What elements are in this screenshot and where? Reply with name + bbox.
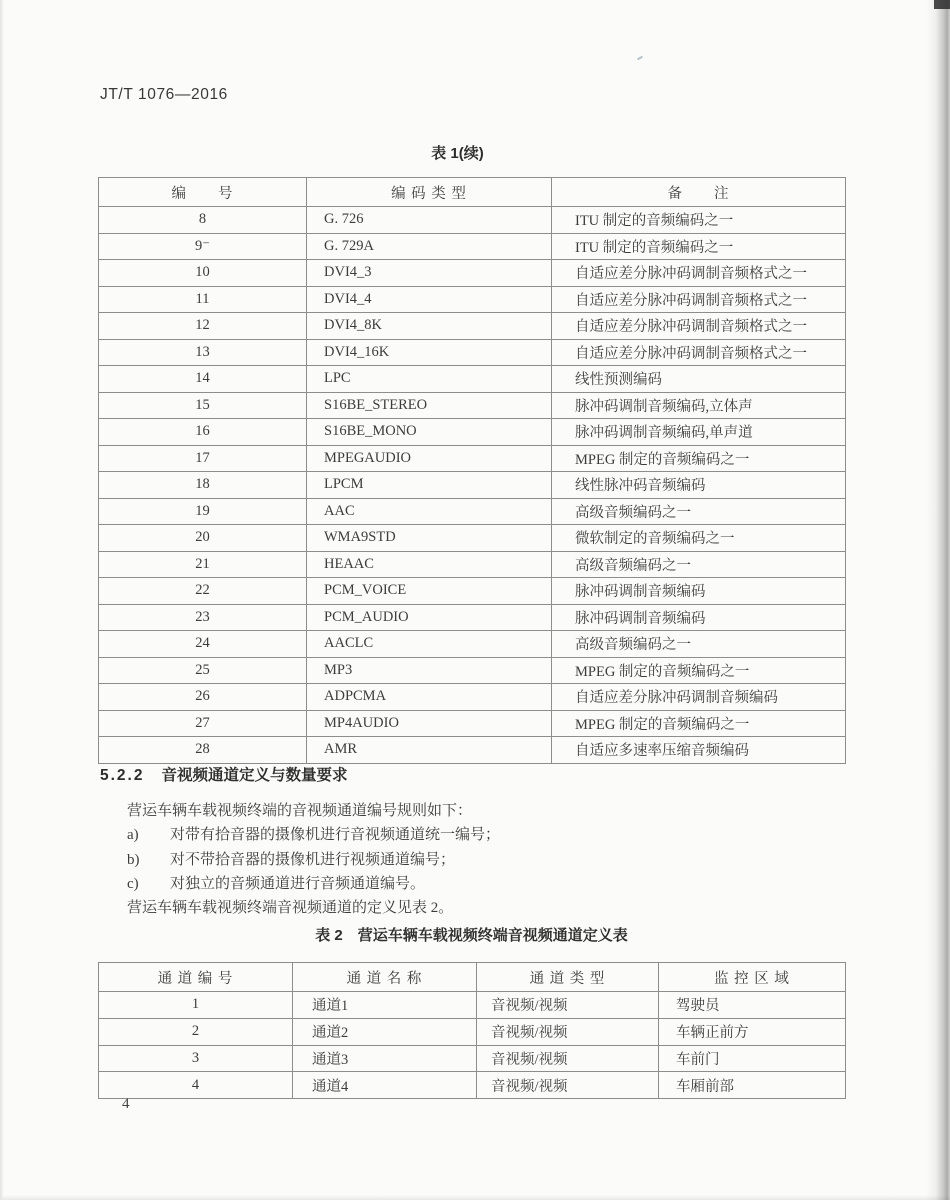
table-cell: 通道4 (293, 1072, 477, 1099)
table-row (99, 392, 846, 419)
table-cell: 线性脉冲码音频编码 (552, 472, 846, 499)
table-cell: 驾驶员 (659, 992, 846, 1019)
table-row (99, 737, 846, 764)
column-header: 编 号 (99, 178, 307, 207)
table-cell: 音视频/视频 (477, 1072, 659, 1099)
header-row (99, 178, 846, 207)
codec-type-table (98, 177, 846, 764)
table1-caption: 表 1(续) (431, 145, 484, 162)
column-header: 备 注 (552, 178, 846, 207)
table-cell: 自适应差分脉冲码调制音频格式之一 (552, 339, 846, 366)
scan-edge-left (0, 0, 4, 1200)
list-item-text: 对不带拾音器的摄像机进行视频通道编号； (170, 851, 456, 868)
section-title: 音视频通道定义与数量要求 (161, 767, 348, 784)
page-number: 4 (122, 1096, 130, 1112)
table-cell: 音视频/视频 (477, 1045, 659, 1072)
list-item-c (98, 872, 845, 896)
table-cell: S16BE_STEREO (307, 392, 552, 419)
table-cell: 脉冲码调制音频编码 (552, 578, 846, 605)
table-cell: ITU 制定的音频编码之一 (552, 207, 846, 234)
table-cell: PCM_AUDIO (307, 604, 552, 631)
table2-caption (98, 924, 845, 945)
table-cell: 10 (99, 260, 307, 287)
table-row (99, 207, 846, 234)
table-cell: ITU 制定的音频编码之一 (552, 233, 846, 260)
table-cell: 自适应多速率压缩音频编码 (552, 737, 846, 764)
table-cell: 高级音频编码之一 (552, 498, 846, 525)
table-cell: 高级音频编码之一 (552, 631, 846, 658)
table-cell: 20 (99, 525, 307, 552)
section-number: 5.2.2 (100, 767, 145, 784)
table-cell: PCM_VOICE (307, 578, 552, 605)
table-cell: 脉冲码调制音频编码,立体声 (552, 392, 846, 419)
list-item-b (98, 848, 845, 872)
table-cell: DVI4_16K (307, 339, 552, 366)
table-cell: 3 (99, 1045, 293, 1072)
table-cell: DVI4_4 (307, 286, 552, 313)
table-cell: DVI4_3 (307, 260, 552, 287)
table-cell: WMA9STD (307, 525, 552, 552)
paragraph-intro: 营运车辆车载视频终端的音视频通道编号规则如下： (127, 803, 473, 819)
table-cell: 自适应差分脉冲码调制音频格式之一 (552, 286, 846, 313)
table-cell: 通道3 (293, 1045, 477, 1072)
table-row (99, 1072, 846, 1099)
table-cell: 12 (99, 313, 307, 340)
table-cell: 11 (99, 286, 307, 313)
table-cell: G. 726 (307, 207, 552, 234)
table-cell: S16BE_MONO (307, 419, 552, 446)
scan-edge-right (926, 0, 950, 1200)
table-cell: 27 (99, 710, 307, 737)
table-row (99, 313, 846, 340)
list-item-label: b) (127, 851, 140, 868)
table-cell: 26 (99, 684, 307, 711)
table-cell: 脉冲码调制音频编码,单声道 (552, 419, 846, 446)
table-cell: 自适应差分脉冲码调制音频格式之一 (552, 260, 846, 287)
table-cell: 16 (99, 419, 307, 446)
table-cell: 28 (99, 737, 307, 764)
table-row (99, 498, 846, 525)
list-item-label: c) (127, 875, 139, 892)
table-row (99, 339, 846, 366)
table-cell: 17 (99, 445, 307, 472)
column-header: 通 道 类 型 (477, 963, 659, 992)
table-cell: MPEG 制定的音频编码之一 (552, 710, 846, 737)
list-item-label: a) (127, 827, 139, 844)
table-row (99, 992, 846, 1019)
table-cell: 通道2 (293, 1018, 477, 1045)
column-header: 编 码 类 型 (307, 178, 552, 207)
table-cell: AAC (307, 498, 552, 525)
list-item-a (98, 823, 845, 847)
section-body (98, 799, 845, 920)
table-row (99, 631, 846, 658)
table-cell: 音视频/视频 (477, 1018, 659, 1045)
table-cell: 1 (99, 992, 293, 1019)
column-header: 通 道 名 称 (293, 963, 477, 992)
table-cell: 微软制定的音频编码之一 (552, 525, 846, 552)
list-item-text: 对独立的音频通道进行音频通道编号。 (170, 875, 426, 892)
section-heading (100, 763, 348, 785)
table-cell: 24 (99, 631, 307, 658)
table-row (99, 233, 846, 260)
table-cell: 自适应差分脉冲码调制音频格式之一 (552, 313, 846, 340)
table-cell: 23 (99, 604, 307, 631)
table-row (99, 419, 846, 446)
table-row (99, 286, 846, 313)
table-cell: 13 (99, 339, 307, 366)
table-cell: 音视频/视频 (477, 992, 659, 1019)
header-row (99, 963, 846, 992)
table-cell: 18 (99, 472, 307, 499)
table-row (99, 260, 846, 287)
table-cell: ADPCMA (307, 684, 552, 711)
table-cell: 车前门 (659, 1045, 846, 1072)
table-cell: 25 (99, 657, 307, 684)
table-cell: 22 (99, 578, 307, 605)
paragraph-closing: 营运车辆车载视频终端音视频通道的定义见表 2。 (127, 900, 454, 917)
table-row (99, 366, 846, 393)
table-row (99, 657, 846, 684)
table-cell: LPC (307, 366, 552, 393)
table-row (99, 472, 846, 499)
table-row (99, 525, 846, 552)
table-cell: AMR (307, 737, 552, 764)
table-cell: HEAAC (307, 551, 552, 578)
list-item-text: 对带有拾音器的摄像机进行音视频通道统一编号； (170, 827, 501, 844)
table-row (99, 1045, 846, 1072)
table-row (99, 578, 846, 605)
table-cell: 车厢前部 (659, 1072, 846, 1099)
table-cell: 8 (99, 207, 307, 234)
standard-number: JT/T 1076—2016 (100, 86, 228, 103)
table-cell: 线性预测编码 (552, 366, 846, 393)
table-row (99, 710, 846, 737)
table-cell: MPEG 制定的音频编码之一 (552, 445, 846, 472)
table-cell: MP3 (307, 657, 552, 684)
table-cell: 2 (99, 1018, 293, 1045)
table-cell: MPEGAUDIO (307, 445, 552, 472)
table-cell: 自适应差分脉冲码调制音频编码 (552, 684, 846, 711)
table-cell: MPEG 制定的音频编码之一 (552, 657, 846, 684)
table-cell: 19 (99, 498, 307, 525)
table-cell: 4 (99, 1072, 293, 1099)
table-row (99, 445, 846, 472)
table-row (99, 1018, 846, 1045)
table-cell: MP4AUDIO (307, 710, 552, 737)
table-cell: AACLC (307, 631, 552, 658)
table-row (99, 684, 846, 711)
table-cell: DVI4_8K (307, 313, 552, 340)
table-cell: 15 (99, 392, 307, 419)
table-row (99, 604, 846, 631)
table-cell: 9⁻ (99, 233, 307, 260)
table-cell: 脉冲码调制音频编码 (552, 604, 846, 631)
table-cell: 通道1 (293, 992, 477, 1019)
channel-definition-table (98, 962, 846, 1099)
column-header: 监 控 区 域 (659, 963, 846, 992)
table-cell: G. 729A (307, 233, 552, 260)
scan-artifact-mark (637, 56, 643, 61)
table2-caption-label: 表 2 (315, 927, 343, 944)
table-row (99, 551, 846, 578)
table-cell: LPCM (307, 472, 552, 499)
table-cell: 21 (99, 551, 307, 578)
table-cell: 车辆正前方 (659, 1018, 846, 1045)
table-cell: 14 (99, 366, 307, 393)
table-cell: 高级音频编码之一 (552, 551, 846, 578)
table2-caption-title: 营运车辆车载视频终端音视频通道定义表 (357, 927, 628, 944)
column-header: 通 道 编 号 (99, 963, 293, 992)
scan-edge-corner (934, 0, 950, 9)
scan-edge-bottom (0, 1195, 950, 1200)
